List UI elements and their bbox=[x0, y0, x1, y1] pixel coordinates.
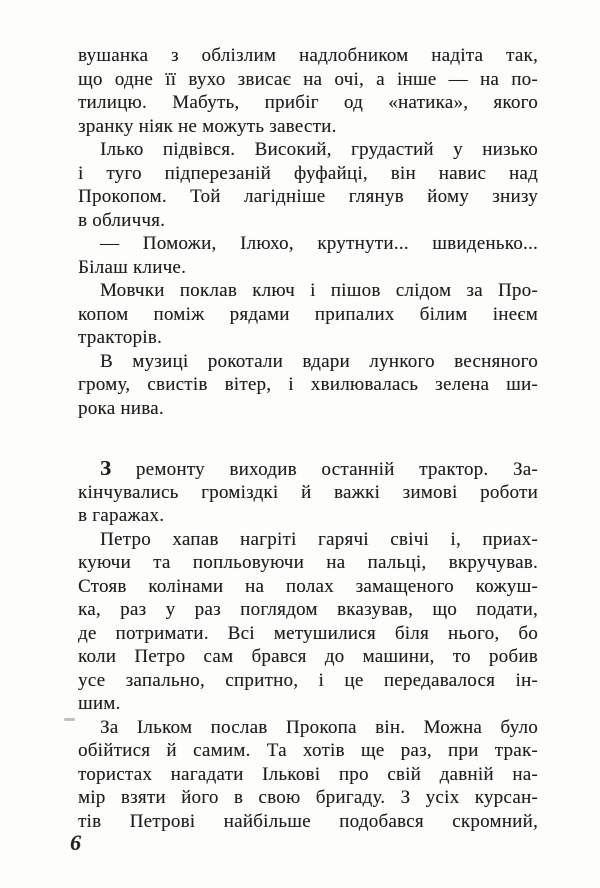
text-line: тів Петрові найбільше подобався скромний, bbox=[78, 810, 538, 832]
text-line: обійтися й самим. Та хотів ще раз, при трак- bbox=[78, 740, 538, 761]
text-line: грому, свистів вітер, і хвилювалась зелена ши- bbox=[78, 374, 538, 395]
scan-artifact bbox=[64, 718, 75, 721]
page-number: 6 bbox=[70, 830, 81, 855]
text-line: усе запально, спритно, і це передавалося ін- bbox=[78, 669, 538, 691]
text-line: рока нива. bbox=[78, 397, 164, 419]
text-line: копом поміж рядами припалих білим інеєм bbox=[78, 303, 538, 325]
text-line: тилицю. Мабуть, прибіг од «натика», якого bbox=[78, 92, 538, 113]
text-line-rest: ремонту виходив останній трактор. За- bbox=[135, 459, 538, 480]
text-line: — Поможи, Ілюхо, крутнути... швиденько... bbox=[100, 233, 538, 254]
text-line: Білаш кличе. bbox=[78, 256, 187, 278]
section-initial: З bbox=[100, 456, 112, 480]
text-line: зранку ніяк не можуть завести. bbox=[78, 115, 337, 137]
text-block bbox=[78, 44, 538, 833]
text-line: вушанка з облізлим надлобником надіта так, bbox=[78, 45, 538, 66]
text-line: ка, раз у раз поглядом вказував, що подати, bbox=[78, 599, 538, 620]
text-line bbox=[78, 457, 538, 481]
text-line: Петро хапав нагріті гарячі свічі і, приах- bbox=[100, 528, 538, 550]
text-line: що одне її вухо звисає на очі, а інше — на по- bbox=[78, 68, 538, 90]
text-line: За Ільком послав Прокопа він. Можна було bbox=[100, 716, 538, 738]
text-line: куючи та попльовуючи на пальці, вкручував. bbox=[78, 552, 538, 573]
text-line: В музиці рокотали вдари лункого весняного bbox=[100, 350, 538, 372]
text-line: Мовчки поклав ключ і пішов слідом за Про- bbox=[100, 280, 538, 301]
text-line: Ілько підвівся. Високий, грудастий у низько bbox=[100, 139, 538, 160]
text-line: де потримати. Всі метушилися біля нього, бо bbox=[78, 622, 538, 644]
text-line: в обличчя. bbox=[78, 209, 166, 231]
text-line: тракторів. bbox=[78, 327, 163, 348]
text-line: в гаражах. bbox=[78, 505, 165, 526]
text-line: Прокопом. Той лагідніше глянув йому знизу bbox=[78, 186, 538, 207]
text-line: тористах нагадати Ількові про свій давній на- bbox=[78, 763, 538, 785]
text-line: Стояв колінами на полах замащеного кожуш- bbox=[78, 575, 538, 597]
text-line: мір взяти його в свою бригаду. З усіх курсан- bbox=[78, 787, 538, 808]
text-line: кінчувались громіздкі й важкі зимові роботи bbox=[78, 481, 538, 503]
text-line: шим. bbox=[78, 693, 121, 714]
text-line: і туго підперезаній фуфайці, він навис над bbox=[78, 162, 538, 184]
section-break bbox=[78, 420, 538, 457]
text-line: коли Петро сам брався до машини, то робив bbox=[78, 646, 538, 667]
